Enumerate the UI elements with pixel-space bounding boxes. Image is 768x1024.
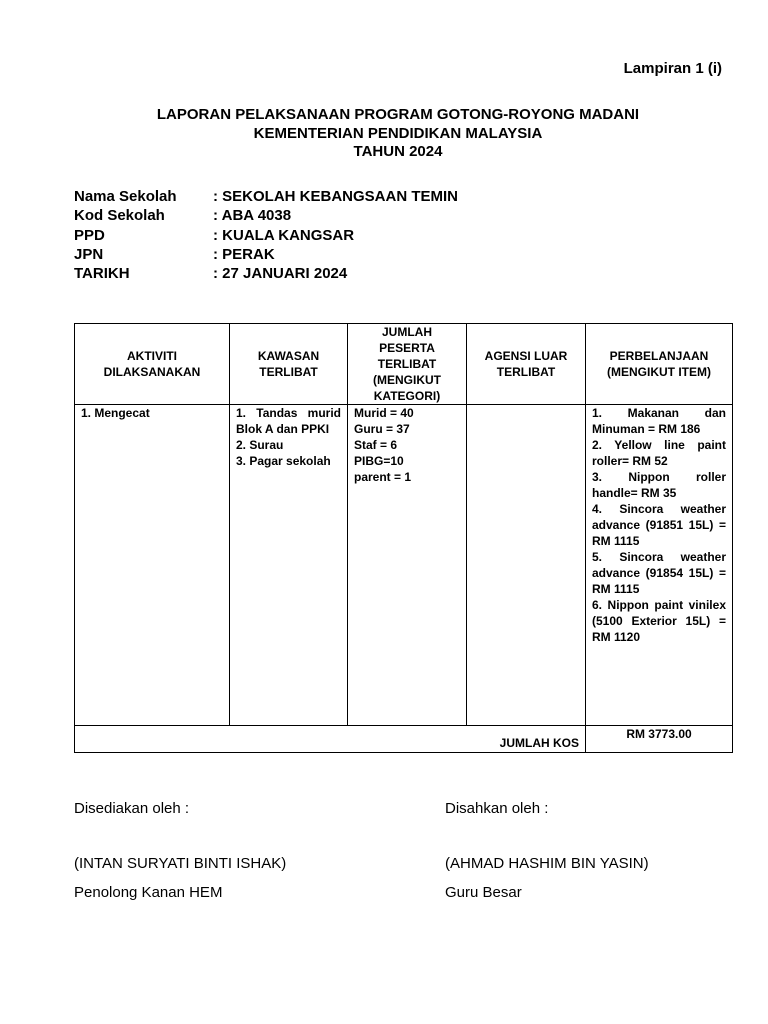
header-perbelanjaan-line: (MENGIKUT ITEM) bbox=[607, 365, 711, 379]
header-agensi bbox=[467, 324, 586, 405]
aktiviti-item: 1. Mengecat bbox=[81, 406, 150, 420]
header-peserta-line: (MENGIKUT bbox=[373, 373, 441, 387]
header-perbelanjaan bbox=[586, 324, 733, 405]
perbelanjaan-item: 1. Makanan dan Minuman = RM 186 bbox=[592, 406, 726, 436]
jpn-value: : PERAK bbox=[213, 246, 275, 263]
approver-name: (AHMAD HASHIM BIN YASIN) bbox=[445, 855, 649, 872]
header-perbelanjaan-line: PERBELANJAAN bbox=[609, 349, 709, 363]
ministry-title: KEMENTERIAN PENDIDIKAN MALAYSIA bbox=[253, 125, 543, 142]
report-table bbox=[74, 323, 733, 753]
header-aktiviti bbox=[75, 324, 230, 405]
approver-position: Guru Besar bbox=[445, 884, 522, 901]
peserta-item: Murid = 40 bbox=[354, 406, 414, 420]
header-aktiviti-line: DILAKSANAKAN bbox=[103, 365, 201, 379]
school-code-label: Kod Sekolah bbox=[74, 207, 165, 224]
perbelanjaan-item: 5. Sincora weather advance (91854 15L) = RM 1115 bbox=[592, 550, 726, 596]
table-row bbox=[75, 405, 733, 726]
header-kawasan-line: KAWASAN bbox=[257, 349, 320, 363]
header-peserta-line: KATEGORI) bbox=[373, 389, 441, 403]
year-title: TAHUN 2024 bbox=[353, 143, 443, 160]
preparer-position: Penolong Kanan HEM bbox=[74, 884, 223, 901]
peserta-item: Staf = 6 bbox=[354, 438, 398, 452]
approved-by-caption: Disahkan oleh : bbox=[445, 800, 549, 817]
cell-aktiviti bbox=[75, 405, 230, 726]
prepared-by-caption: Disediakan oleh : bbox=[74, 800, 190, 817]
ppd-label: PPD bbox=[74, 227, 105, 244]
peserta-item: Guru = 37 bbox=[354, 422, 410, 436]
cell-perbelanjaan bbox=[586, 405, 733, 726]
perbelanjaan-item: 6. Nippon paint vinilex (5100 Exterior 15L) = RM 1120 bbox=[592, 598, 726, 644]
date-label: TARIKH bbox=[74, 265, 130, 282]
header-kawasan bbox=[230, 324, 348, 405]
perbelanjaan-item: 4. Sincora weather advance (91851 15L) = RM 1115 bbox=[592, 502, 726, 548]
school-name-label: Nama Sekolah bbox=[74, 188, 177, 205]
table-header-row bbox=[75, 324, 733, 405]
kawasan-item: 1. Tandas murid Blok A dan PPKI bbox=[236, 406, 341, 436]
kawasan-item: 2. Surau bbox=[236, 438, 284, 452]
header-agensi-line: TERLIBAT bbox=[496, 365, 556, 379]
perbelanjaan-item: 2. Yellow line paint roller= RM 52 bbox=[592, 438, 726, 468]
report-title: LAPORAN PELAKSANAAN PROGRAM GOTONG-ROYONG MADANI bbox=[156, 106, 640, 123]
header-aktiviti-line: AKTIVITI bbox=[127, 349, 177, 363]
total-row bbox=[75, 726, 733, 753]
school-code-value: : ABA 4038 bbox=[213, 207, 292, 224]
preparer-name: (INTAN SURYATI BINTI ISHAK) bbox=[74, 855, 287, 872]
header-kawasan-line: TERLIBAT bbox=[259, 365, 318, 379]
header-peserta bbox=[348, 324, 467, 405]
ppd-value: : KUALA KANGSAR bbox=[213, 227, 355, 244]
perbelanjaan-item: 3. Nippon roller handle= RM 35 bbox=[592, 470, 726, 500]
peserta-item: parent = 1 bbox=[354, 470, 412, 484]
cell-kawasan bbox=[230, 405, 348, 726]
header-peserta-line: PESERTA bbox=[379, 341, 435, 355]
total-value: RM 3773.00 bbox=[586, 726, 733, 753]
header-agensi-line: AGENSI LUAR bbox=[484, 349, 568, 363]
header-peserta-line: JUMLAH bbox=[382, 325, 432, 339]
school-name-value: : SEKOLAH KEBANGSAAN TEMIN bbox=[213, 188, 459, 205]
total-label: JUMLAH KOS bbox=[75, 726, 586, 753]
cell-peserta bbox=[348, 405, 467, 726]
kawasan-item: 3. Pagar sekolah bbox=[236, 454, 331, 468]
cell-agensi bbox=[467, 405, 586, 726]
jpn-label: JPN bbox=[74, 246, 104, 263]
attachment-label: Lampiran 1 (i) bbox=[623, 60, 722, 77]
date-value: : 27 JANUARI 2024 bbox=[213, 265, 348, 282]
header-peserta-line: TERLIBAT bbox=[377, 357, 437, 371]
peserta-item: PIBG=10 bbox=[354, 454, 404, 468]
